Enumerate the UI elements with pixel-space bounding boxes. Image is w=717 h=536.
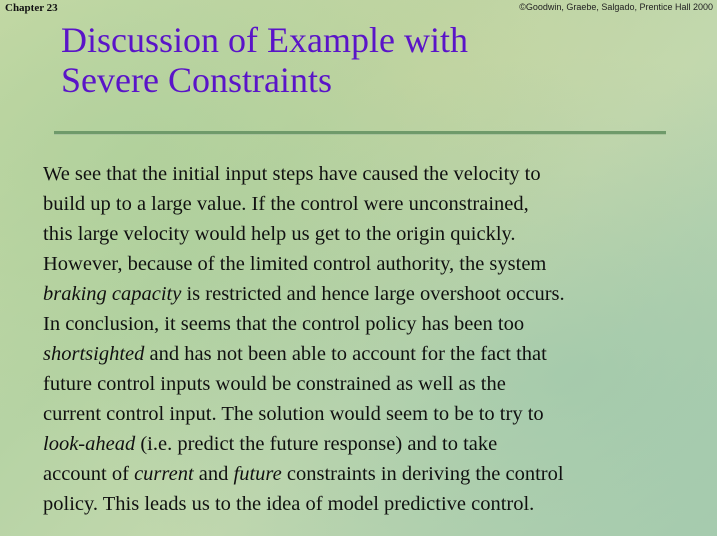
- body-line: However, because of the limited control authority, the system: [43, 253, 547, 275]
- body-text-fragment: account of: [43, 463, 135, 485]
- body-line: build up to a large value. If the control were unconstrained,: [43, 193, 529, 215]
- body-text-fragment: is restricted and hence large overshoot occurs.: [181, 283, 565, 305]
- slide-title: [61, 20, 661, 100]
- chapter-label: Chapter 23: [5, 2, 58, 14]
- body-line: In conclusion, it seems that the control policy has been too: [43, 313, 525, 335]
- emphasis-shortsighted: shortsighted: [43, 343, 145, 365]
- body-line: this large velocity would help us get to the origin quickly.: [43, 223, 516, 245]
- emphasis-look-ahead: look-ahead: [43, 433, 136, 455]
- body-line: future control inputs would be constrained as well as the: [43, 373, 506, 395]
- body-line: [43, 339, 708, 369]
- emphasis-future: future: [233, 463, 282, 485]
- body-line: [43, 459, 708, 489]
- emphasis-current: current: [134, 463, 194, 485]
- slide-title-line-2: Severe Constraints: [61, 60, 332, 100]
- body-line: We see that the initial input steps have caused the velocity to: [43, 163, 541, 185]
- emphasis-braking-capacity: braking capacity: [43, 283, 182, 305]
- title-divider: [54, 131, 666, 135]
- copyright-notice: ©Goodwin, Graebe, Salgado, Prentice Hall 2000: [519, 2, 713, 12]
- body-line: [43, 279, 708, 309]
- slide-body: [43, 159, 708, 519]
- body-line: [43, 429, 708, 459]
- body-text-fragment: constraints in deriving the control: [281, 463, 564, 485]
- body-text-fragment: and: [193, 463, 234, 485]
- body-text-fragment: (i.e. predict the future response) and to take: [135, 433, 498, 455]
- slide-title-line-1: Discussion of Example with: [61, 20, 468, 60]
- body-line: policy. This leads us to the idea of model predictive control.: [43, 493, 535, 515]
- body-text-fragment: and has not been able to account for the fact that: [144, 343, 547, 365]
- body-line: current control input. The solution would seem to be to try to: [43, 403, 544, 425]
